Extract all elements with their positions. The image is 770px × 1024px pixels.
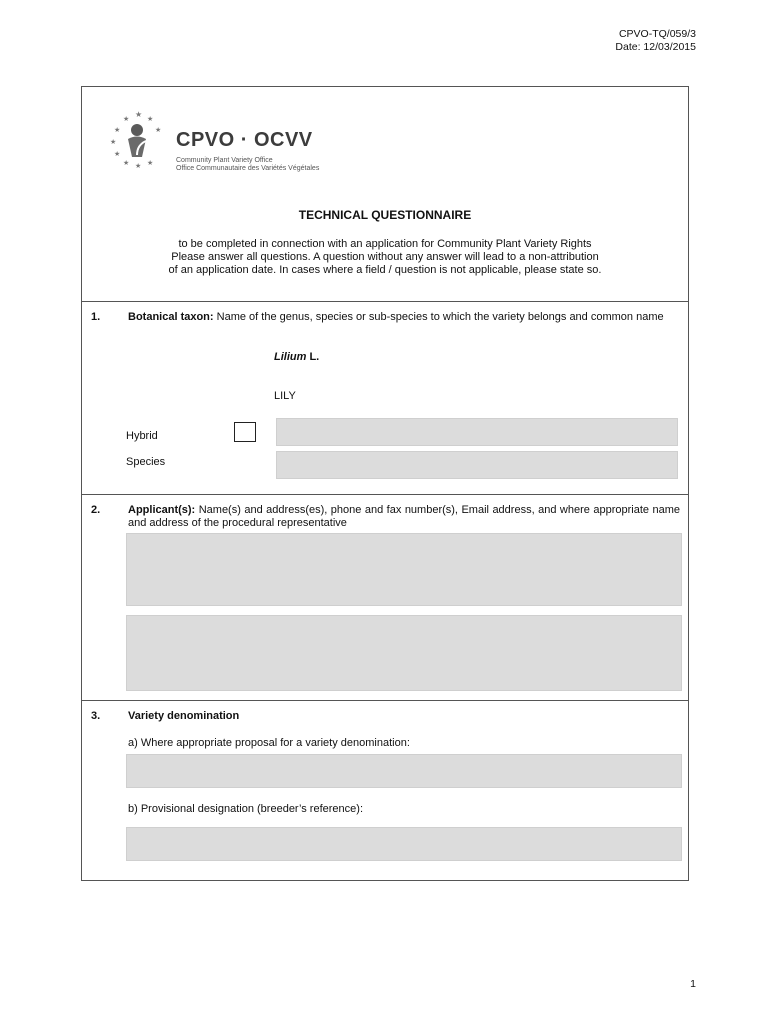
svg-text:★: ★ bbox=[155, 126, 162, 134]
section-number: 2. bbox=[91, 504, 101, 516]
document-title: TECHNICAL QUESTIONNAIRE bbox=[298, 208, 472, 222]
provisional-designation-question: b) Provisional designation (breeder’s reference): bbox=[128, 803, 363, 815]
taxon-name bbox=[274, 351, 319, 363]
hybrid-label: Hybrid bbox=[126, 430, 158, 442]
cpvo-emblem-icon bbox=[104, 107, 170, 173]
provisional-designation-field[interactable] bbox=[126, 827, 682, 861]
svg-text:★: ★ bbox=[135, 110, 143, 119]
botanical-taxon-question bbox=[128, 311, 664, 323]
hybrid-input-field[interactable] bbox=[276, 418, 678, 446]
reference-date: Date: 12/03/2015 bbox=[615, 41, 696, 53]
svg-text:★: ★ bbox=[114, 150, 121, 158]
denomination-proposal-question: a) Where appropriate proposal for a variety denomination: bbox=[128, 737, 410, 749]
svg-text:★: ★ bbox=[110, 138, 117, 146]
applicant-input-field-2[interactable] bbox=[126, 615, 682, 691]
reference-code: CPVO-TQ/059/3 bbox=[618, 28, 696, 40]
intro-line-3: of an application date. In cases where a field / question is not applicable, please state so. bbox=[168, 264, 602, 276]
variety-denomination-label: Variety denomination bbox=[128, 710, 240, 722]
svg-text:★: ★ bbox=[114, 126, 121, 134]
svg-text:★: ★ bbox=[147, 115, 154, 123]
hybrid-checkbox[interactable] bbox=[234, 422, 256, 442]
intro-line-1: to be completed in connection with an application for Community Plant Variety Rights bbox=[178, 238, 592, 250]
svg-text:★: ★ bbox=[123, 115, 130, 123]
applicants-text: Name(s) and address(es), phone and fax number(s), Email address, and where appropriate name and address of the procedural representative bbox=[128, 504, 680, 529]
header-section bbox=[82, 87, 688, 302]
botanical-taxon-text: Name of the genus, species or sub-species to which the variety belongs and common name bbox=[216, 311, 664, 323]
intro-line-2: Please answer all questions. A question without any answer will lead to a non-attribution bbox=[171, 251, 599, 263]
section-botanical-taxon bbox=[82, 302, 688, 495]
section-applicants bbox=[82, 495, 688, 701]
svg-text:★: ★ bbox=[123, 159, 130, 167]
species-input-field[interactable] bbox=[276, 451, 678, 479]
denomination-proposal-field[interactable] bbox=[126, 754, 682, 788]
svg-text:★: ★ bbox=[135, 162, 142, 170]
svg-text:★: ★ bbox=[147, 159, 154, 167]
taxon-author: L. bbox=[306, 351, 320, 363]
document-reference bbox=[615, 28, 696, 54]
questionnaire-frame bbox=[81, 86, 689, 881]
botanical-taxon-label: Botanical taxon: bbox=[128, 311, 214, 323]
applicant-input-field-1[interactable] bbox=[126, 533, 682, 606]
section-number: 1. bbox=[91, 311, 101, 323]
page-number: 1 bbox=[690, 978, 696, 990]
common-name: LILY bbox=[274, 390, 296, 402]
logo-subtitle-fr: Office Communautaire des Variétés Végétales bbox=[176, 165, 320, 172]
section-number: 3. bbox=[91, 710, 101, 722]
species-label: Species bbox=[126, 456, 166, 468]
applicants-question bbox=[128, 504, 680, 530]
logo-wordmark: CPVO · OCVV bbox=[176, 129, 313, 151]
cpvo-logo bbox=[104, 107, 344, 177]
logo-subtitle-en: Community Plant Variety Office bbox=[176, 157, 273, 164]
section-variety-denomination bbox=[82, 701, 688, 880]
taxon-genus: Lilium bbox=[274, 351, 307, 363]
applicants-label: Applicant(s): bbox=[128, 504, 196, 516]
